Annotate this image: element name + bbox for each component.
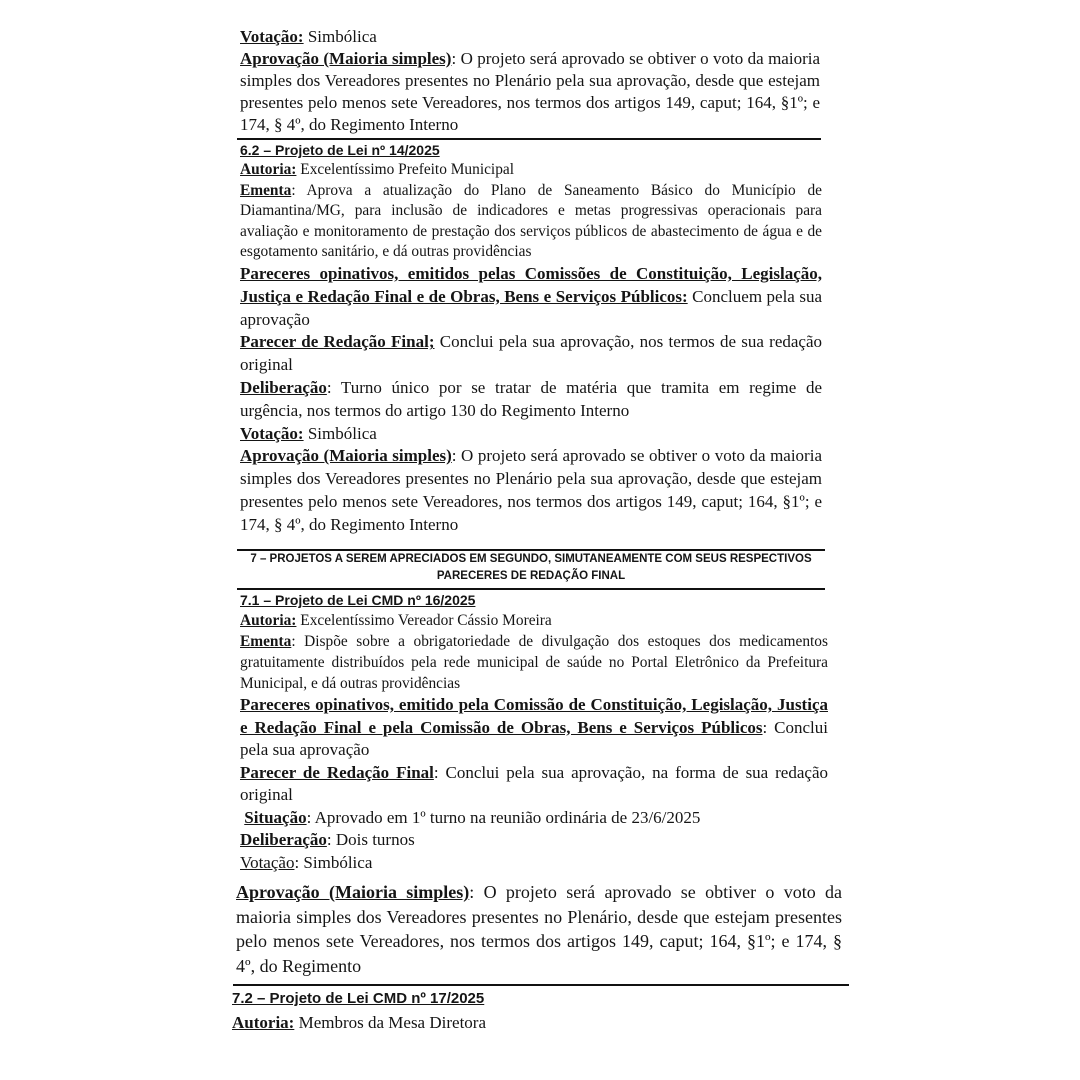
s71-votacao <box>240 852 828 875</box>
top-aprovacao <box>240 48 820 136</box>
s71-autoria <box>240 610 828 631</box>
s62-autoria-label: Autoria: <box>240 161 297 178</box>
s71-redacao-value: : Conclui pela sua aprovação, na forma de sua redação original <box>240 762 828 804</box>
s71-situacao <box>240 807 828 830</box>
s62-redacao <box>240 331 822 377</box>
s62-aprovacao-text: : O projeto será aprovado se obtiver o voto da maioria simples dos Vereadores presentes no Plenário pela sua aprovação, desde que estejam presentes pelo menos sete Vereadores, nos termos dos artigos 149, caput; 164, §1º; e 174, § 4º, do Regimento Interno <box>240 446 822 534</box>
s62-votacao <box>240 423 822 446</box>
section-6-2 <box>240 140 822 537</box>
s71-redacao <box>240 762 828 807</box>
top-aprovacao-text: : O projeto será aprovado se obtiver o voto da maioria simples dos Vereadores presentes no Plenário pela sua aprovação, desde que estejam presentes pelo menos sete Vereadores, nos termos dos artigos 149, caput; 164, §1º; e 174, § 4º, do Regimento Interno <box>240 49 820 134</box>
s62-votacao-value: Simbólica <box>307 423 377 443</box>
s62-pareceres <box>240 263 822 331</box>
top-votacao-label: Votação: <box>240 27 304 46</box>
s71-pareceres-label: Pareceres opinativos, emitido pela Comissão de Constituição, Legislação, Justiça e Redação Final e pela Comissão de Obras, Bens e Serviços Públicos <box>240 695 828 737</box>
s62-deliberacao-value: : Turno único por se tratar de matéria que tramita em regime de urgência, nos termos do artigo 130 do Regimento Interno <box>240 377 822 420</box>
s71-votacao-label: Votação <box>240 852 295 872</box>
s71-votacao-value: : Simbólica <box>294 852 373 872</box>
s71-redacao-label: Parecer de Redação Final <box>240 762 434 782</box>
s71-deliberacao-value: : Dois turnos <box>326 830 415 849</box>
top-votacao <box>240 26 820 48</box>
section-7-2-heading: 7.2 – Projeto de Lei CMD nº 17/2025 <box>232 990 485 1007</box>
section-7-heading-line1: 7 – PROJETOS A SEREM APRECIADOS EM SEGUNDO, SIMUTANEAMENTE COM SEUS RESPECTIVOS <box>250 553 812 565</box>
s71-pareceres <box>240 694 828 762</box>
top-block <box>240 26 820 136</box>
section-7-2 <box>232 987 832 1035</box>
s71-autoria-value: Excelentíssimo Vereador Cássio Moreira <box>300 612 552 629</box>
s71-deliberacao-label: Deliberação <box>240 830 327 849</box>
s62-ementa-text: : Aprova a atualização do Plano de Saneamento Básico do Município de Diamantina/MG, para inclusão de indicadores e metas progressivas operacionais para avaliação e monitoramento de prestação dos serviços públicos de abastecimento de água e de esgotamento sanitário, e dá outras providências <box>240 181 822 261</box>
s71-pareceres-value: : Conclui pela sua aprovação <box>240 717 829 759</box>
s71-situacao-value: : Aprovado em 1º turno na reunião ordinária de 23/6/2025 <box>306 807 701 827</box>
section-6-2-heading: 6.2 – Projeto de Lei nº 14/2025 <box>240 142 440 158</box>
top-votacao-value: Simbólica <box>307 27 377 46</box>
s62-redacao-label: Parecer de Redação Final; <box>240 332 435 352</box>
section-7-1 <box>240 590 828 874</box>
s71-autoria-label: Autoria: <box>240 612 297 629</box>
section-7-heading-line2: PARECERES DE REDAÇÃO FINAL <box>436 570 626 582</box>
s62-aprovacao-label: Aprovação (Maioria simples) <box>240 446 452 466</box>
s71-aprovacao <box>236 880 842 978</box>
s71-situacao-label: Situação <box>244 807 307 827</box>
s62-ementa <box>240 181 822 263</box>
s71-ementa-label: Ementa <box>240 633 292 650</box>
s71-ementa <box>240 631 828 694</box>
s62-ementa-label: Ementa <box>240 181 292 199</box>
s62-deliberacao <box>240 377 822 423</box>
s62-aprovacao <box>240 445 822 536</box>
s62-votacao-label: Votação: <box>240 423 304 443</box>
s62-pareceres-label: Pareceres opinativos, emitidos pelas Comissões de Constituição, Legislação, Justiça e Redação Final e de Obras, Bens e Serviços Públicos: <box>240 263 822 306</box>
s71-ementa-text: : Dispõe sobre a obrigatoriedade de divulgação dos estoques dos medicamentos gratuitamente distribuídos pela rede municipal de saúde no Portal Eletrônico da Prefeitura Municipal, e dá outras providências <box>240 633 828 692</box>
divider <box>233 984 849 986</box>
s72-autoria <box>232 1011 832 1035</box>
s71-aprovacao-label: Aprovação (Maioria simples) <box>236 882 470 902</box>
section-7-heading <box>236 551 826 585</box>
top-aprovacao-label: Aprovação (Maioria simples) <box>240 49 452 68</box>
s71-deliberacao <box>240 829 828 852</box>
s62-deliberacao-label: Deliberação <box>240 377 327 397</box>
s72-autoria-label: Autoria: <box>232 1013 295 1032</box>
s72-autoria-value: Membros da Mesa Diretora <box>298 1013 486 1032</box>
s62-autoria-value: Excelentíssimo Prefeito Municipal <box>300 161 515 178</box>
s62-autoria <box>240 160 822 181</box>
s71-aprovacao-text: : O projeto será aprovado se obtiver o voto da maioria simples dos Vereadores presentes no Plenário, desde que estejam presentes pelo menos sete Vereadores, nos termos dos artigos 149, caput; 164, §1º; e 174, § 4º, do Regimento <box>236 882 842 976</box>
s71-aprovacao-block <box>236 880 842 978</box>
section-7-1-heading: 7.1 – Projeto de Lei CMD nº 16/2025 <box>240 592 476 608</box>
s62-redacao-value: Conclui pela sua aprovação, nos termos de sua redação original <box>240 332 823 375</box>
s62-pareceres-value: Concluem pela sua aprovação <box>240 286 823 329</box>
